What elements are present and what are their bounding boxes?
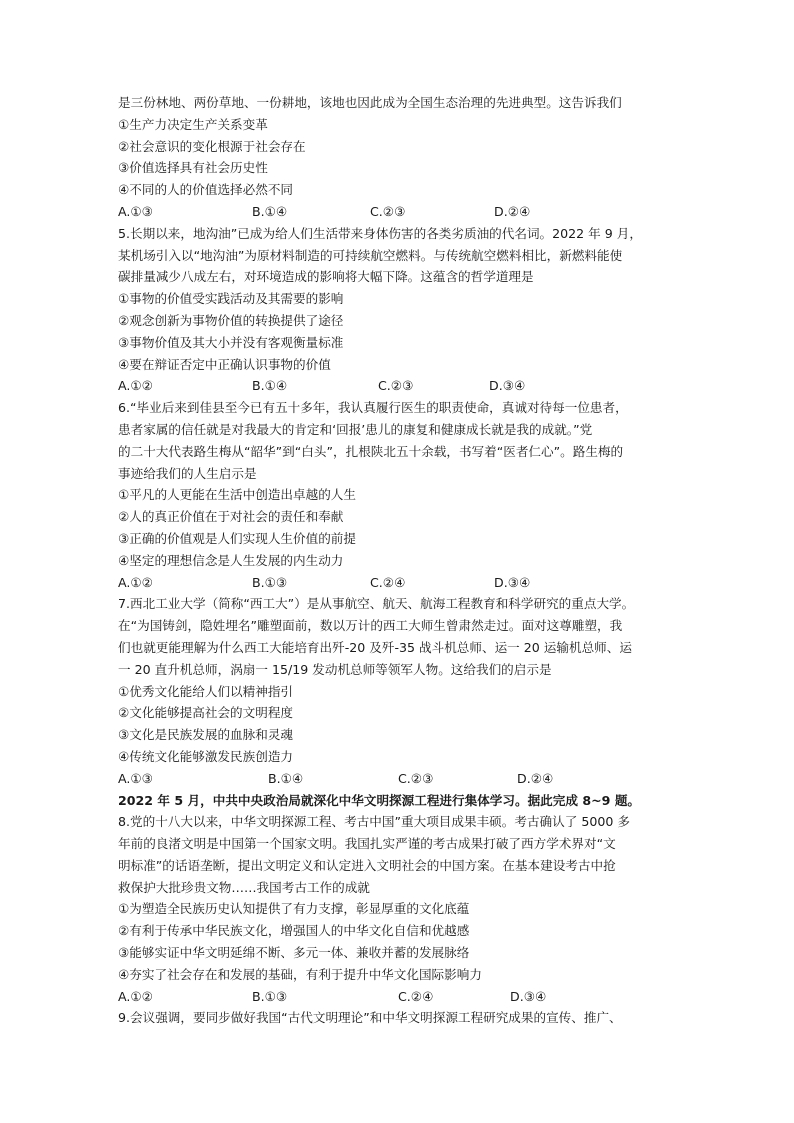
option-b: B.①③ <box>252 988 288 1004</box>
option-c: C.②③ <box>370 203 406 219</box>
question-stem-line: 的二十大代表路生梅从“韶华”到“白头”，扎根陕北五十余载，书写着“医者仁心”。路生梅的 <box>118 443 624 459</box>
option-b: B.①④ <box>252 378 288 394</box>
option-d: D.②④ <box>517 770 554 786</box>
question-stem-line: 某机场引入以“地沟油”为原材料制造的可持续航空燃料。与传统航空燃料相比，新燃料能使 <box>118 247 623 263</box>
question-stem-line: 患者家属的信任就是对我最大的肯定和‘回报’患儿的康复和健康成长就是我的成就。”党 <box>118 421 593 437</box>
option-d: D.③④ <box>489 378 526 394</box>
option-a: A.①② <box>118 988 153 1004</box>
option-c: C.②④ <box>398 988 434 1004</box>
option-b: B.①④ <box>252 203 288 219</box>
answer-options <box>118 201 684 223</box>
question-stem-line: 们也就更能理解为什么西工大能培育出歼-20 及歼-35 战斗机总师、运一 20 运输机总师、运 <box>118 639 632 655</box>
question-6 <box>118 397 684 593</box>
section-heading: 2022 年 5 月，中共中央政治局就深化中华文明探源工程进行集体学习。据此完成 8~9 题。 <box>118 792 641 808</box>
question-stem-line: 8.党的十八大以来，中华文明探源工程、考古中国”重大项目成果丰硕。考古确认了 5000 多 <box>118 814 630 830</box>
question-stem-line: 年前的良渚文明是中国第一个国家文明。我国扎实严谨的考古成果打破了西方学术界对“文 <box>118 836 616 852</box>
option-b: B.①④ <box>268 770 304 786</box>
statement-2: ②观念创新为事物价值的转换提供了途径 <box>118 312 344 328</box>
question-8 <box>118 811 684 1007</box>
statement-1: ①平凡的人更能在生活中创造出卓越的人生 <box>118 487 356 503</box>
question-stem-line: 6.“毕业后来到佳县至今已有五十多年，我认真履行医生的职责使命，真诚对待每一位患者， <box>118 400 628 416</box>
statement-2: ②社会意识的变化根源于社会存在 <box>118 138 306 154</box>
statement-1: ①为塑造全民族历史认知提供了有力支撑，彰显厚重的文化底蕴 <box>118 901 470 917</box>
option-d: D.③④ <box>510 988 547 1004</box>
statement-3: ③能够实证中华文明延绵不断、多元一体、兼收并蓄的发展脉络 <box>118 945 470 961</box>
option-a: A.①③ <box>118 203 153 219</box>
statement-3: ③事物价值及其大小并没有客观衡量标准 <box>118 334 344 350</box>
question-stem-line: 在“为国铸剑，隐姓埋名”雕塑面前，数以万计的西工大师生曾肃然走过。面对这尊雕塑，我 <box>118 618 623 634</box>
option-a: A.①② <box>118 574 153 590</box>
question-9 <box>118 1007 684 1029</box>
question-stem-line: 明标准”的话语垄断，提出文明定义和认定进入文明社会的中国方案。在基本建设考古中抢 <box>118 857 616 873</box>
question-stem-line: 5.长期以来，地沟油”已成为给人们生活带来身体伤害的各类劣质油的代名词。2022 年 9 月， <box>118 225 642 241</box>
option-c: C.②④ <box>370 574 406 590</box>
statement-3: ③正确的价值观是人们实现人生价值的前提 <box>118 530 356 546</box>
question-stem-line: 救保护大批珍贵文物……我国考古工作的成就 <box>118 879 370 895</box>
statement-4: ④夯实了社会存在和发展的基础，有利于提升中华文化国际影响力 <box>118 966 482 982</box>
option-a: A.①③ <box>118 770 153 786</box>
option-c: C.②③ <box>398 770 434 786</box>
question-4 <box>118 92 684 223</box>
question-stem-line: 9.会议强调，要同步做好我国“古代文明理论”和中华文明探源工程研究成果的宣传、推广、 <box>118 1010 622 1026</box>
statement-1: ①生产力决定生产关系变革 <box>118 116 268 132</box>
statement-4: ④要在辩证否定中正确认识事物的价值 <box>118 356 331 372</box>
answer-options <box>118 768 684 790</box>
statement-2: ②文化能够提高社会的文明程度 <box>118 705 294 721</box>
question-stem-line: 7.西北工业大学（简称“西工大”）是从事航空、航天、航海工程教育和科学研究的重点大学。 <box>118 596 635 612</box>
statement-2: ②有利于传承中华民族文化，增强国人的中华文化自信和优越感 <box>118 923 470 939</box>
statement-3: ③文化是民族发展的血脉和灵魂 <box>118 727 294 743</box>
option-d: D.②④ <box>494 203 531 219</box>
option-c: C.②③ <box>378 378 414 394</box>
option-a: A.①② <box>118 378 153 394</box>
statement-1: ①优秀文化能给人们以精神指引 <box>118 683 294 699</box>
question-stem-line: 是三份林地、两份草地、一份耕地，该地也因此成为全国生态治理的先进典型。这告诉我们 <box>118 95 622 110</box>
statement-4: ④不同的人的价值选择必然不同 <box>118 182 294 198</box>
question-stem-line: 碳排量减少八成左右，对环境造成的影响将大幅下降。这蕴含的哲学道理是 <box>118 269 534 285</box>
exam-page <box>118 92 684 1029</box>
option-b: B.①③ <box>252 574 288 590</box>
question-stem-line: 一 20 直升机总师，涡扇一 15/19 发动机总师等领军人物。这给我们的启示是 <box>118 661 552 677</box>
answer-options <box>118 986 684 1008</box>
statement-2: ②人的真正价值在于对社会的责任和奉献 <box>118 509 344 525</box>
question-5 <box>118 223 684 397</box>
statement-4: ④传统文化能够激发民族创造力 <box>118 748 294 764</box>
answer-options <box>118 375 684 397</box>
statement-4: ④坚定的理想信念是人生发展的内生动力 <box>118 552 344 568</box>
statement-3: ③价值选择具有社会历史性 <box>118 160 268 176</box>
option-d: D.③④ <box>494 574 531 590</box>
question-stem-line: 事迹给我们的人生启示是 <box>118 465 257 481</box>
question-7 <box>118 593 684 789</box>
answer-options <box>118 572 684 594</box>
statement-1: ①事物的价值受实践活动及其需要的影响 <box>118 291 344 307</box>
